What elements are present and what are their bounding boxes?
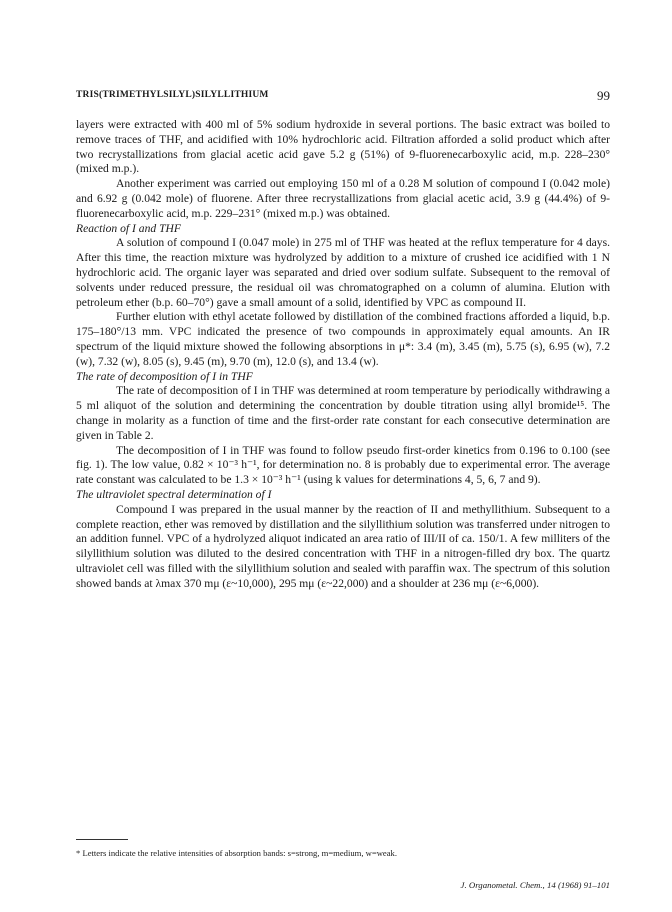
footnote: * Letters indicate the relative intensities of absorption bands: s=strong, m=medium, w=weak. bbox=[76, 848, 397, 858]
paragraph: layers were extracted with 400 ml of 5% sodium hydroxide in several portions. The basic extract was boiled to remove traces of THF, and acidified with 10% hydrochloric acid. Filtration afforded a solid product which after two recrystallizations from glacial acetic acid gave 5.2 g (51%) of 9-fluorenecarboxylic acid, m.p. 228–230° (mixed m.p.). bbox=[76, 118, 610, 176]
running-head bbox=[76, 90, 610, 106]
paragraph: The rate of decomposition of I in THF was determined at room temperature by periodically withdrawing a 5 ml aliquot of the solution and determining the concentration by double titration using allyl bromide¹⁵. The change in molarity as a function of time and the first-order rate constant for each consecutive determination are given in Table 2. bbox=[76, 384, 610, 442]
paragraph: A solution of compound I (0.047 mole) in 275 ml of THF was heated at the reflux temperature for 4 days. After this time, the reaction mixture was hydrolyzed by addition to a mixture of crushed ice acidified with 1 N hydrochloric acid. The organic layer was separated and dried over sodium sulfate. Subsequent to the removal of solvents under reduced pressure, the residual oil was chromatographed on a column of alumina. Elution with petroleum ether (b.p. 60–70°) gave a small amount of a solid, identified by VPC as compound II. bbox=[76, 236, 610, 309]
section-ultraviolet bbox=[76, 488, 610, 592]
journal-citation: J. Organometal. Chem., 14 (1968) 91–101 bbox=[460, 880, 610, 890]
section-heading: The ultraviolet spectral determination of I bbox=[76, 487, 272, 501]
section-reaction bbox=[76, 222, 610, 370]
paragraph: Compound I was prepared in the usual manner by the reaction of II and methyllithium. Subsequent to a complete reaction, ether was removed by distillation and the silyllithium solution was transferred under nitrogen to an addition funnel. VPC of a hydrolyzed aliquot indicated an area ratio of III/II of ca. 150/1. A few milliters of the silyllithium solution was diluted to the desired concentration with THF in a nitrogen-filled dry box. The quartz ultraviolet cell was filled with the silyllithium solution and sealed with paraffin wax. The spectrum of this solution showed bands at λmax 370 mμ (ε~10,000), 295 mμ (ε~22,000) and a shoulder at 236 mμ (ε~6,000). bbox=[76, 502, 610, 590]
paragraph: Another experiment was carried out employing 150 ml of a 0.28 M solution of compound I (0.042 mole) and 6.92 g (0.042 mole) of fluorene. After three recrystallizations from glacial acetic acid, 3.9 g (44.4%) of 9-fluorenecarboxylic acid, m.p. 229–231° (mixed m.p.) was obtained. bbox=[76, 177, 610, 220]
section-heading: Reaction of I and THF bbox=[76, 221, 181, 235]
running-title: TRIS(TRIMETHYLSILYL)SILYLLITHIUM bbox=[76, 90, 269, 100]
body-text bbox=[76, 118, 610, 592]
page-number: 99 bbox=[597, 88, 610, 103]
section-heading: The rate of decomposition of I in THF bbox=[76, 369, 253, 383]
paragraph: The decomposition of I in THF was found to follow pseudo first-order kinetics from 0.196 to 0.100 (see fig. 1). The low value, 0.82 × 10⁻³ h⁻¹, for determination no. 8 is probably due to experimental error. The average rate constant was calculated to be 1.3 × 10⁻³ h⁻¹ (using k values for determinations 4, 5, 6, 7 and 9). bbox=[76, 443, 610, 487]
section-rate-of-decomposition bbox=[76, 370, 610, 488]
footnote-divider bbox=[76, 839, 128, 840]
paragraph: Further elution with ethyl acetate followed by distillation of the combined fractions afforded a liquid, b.p. 175–180°/13 mm. VPC indicated the presence of two compounds in approximately equal amounts. An IR spectrum of the liquid mixture showed the following absorptions in μ*: 3.4 (m), 3.45 (m), 5.75 (s), 6.95 (w), 7.2 (w), 7.32 (w), 8.05 (s), 9.45 (m), 9.70 (m), 12.0 (s), and 13.4 (w). bbox=[76, 310, 610, 368]
